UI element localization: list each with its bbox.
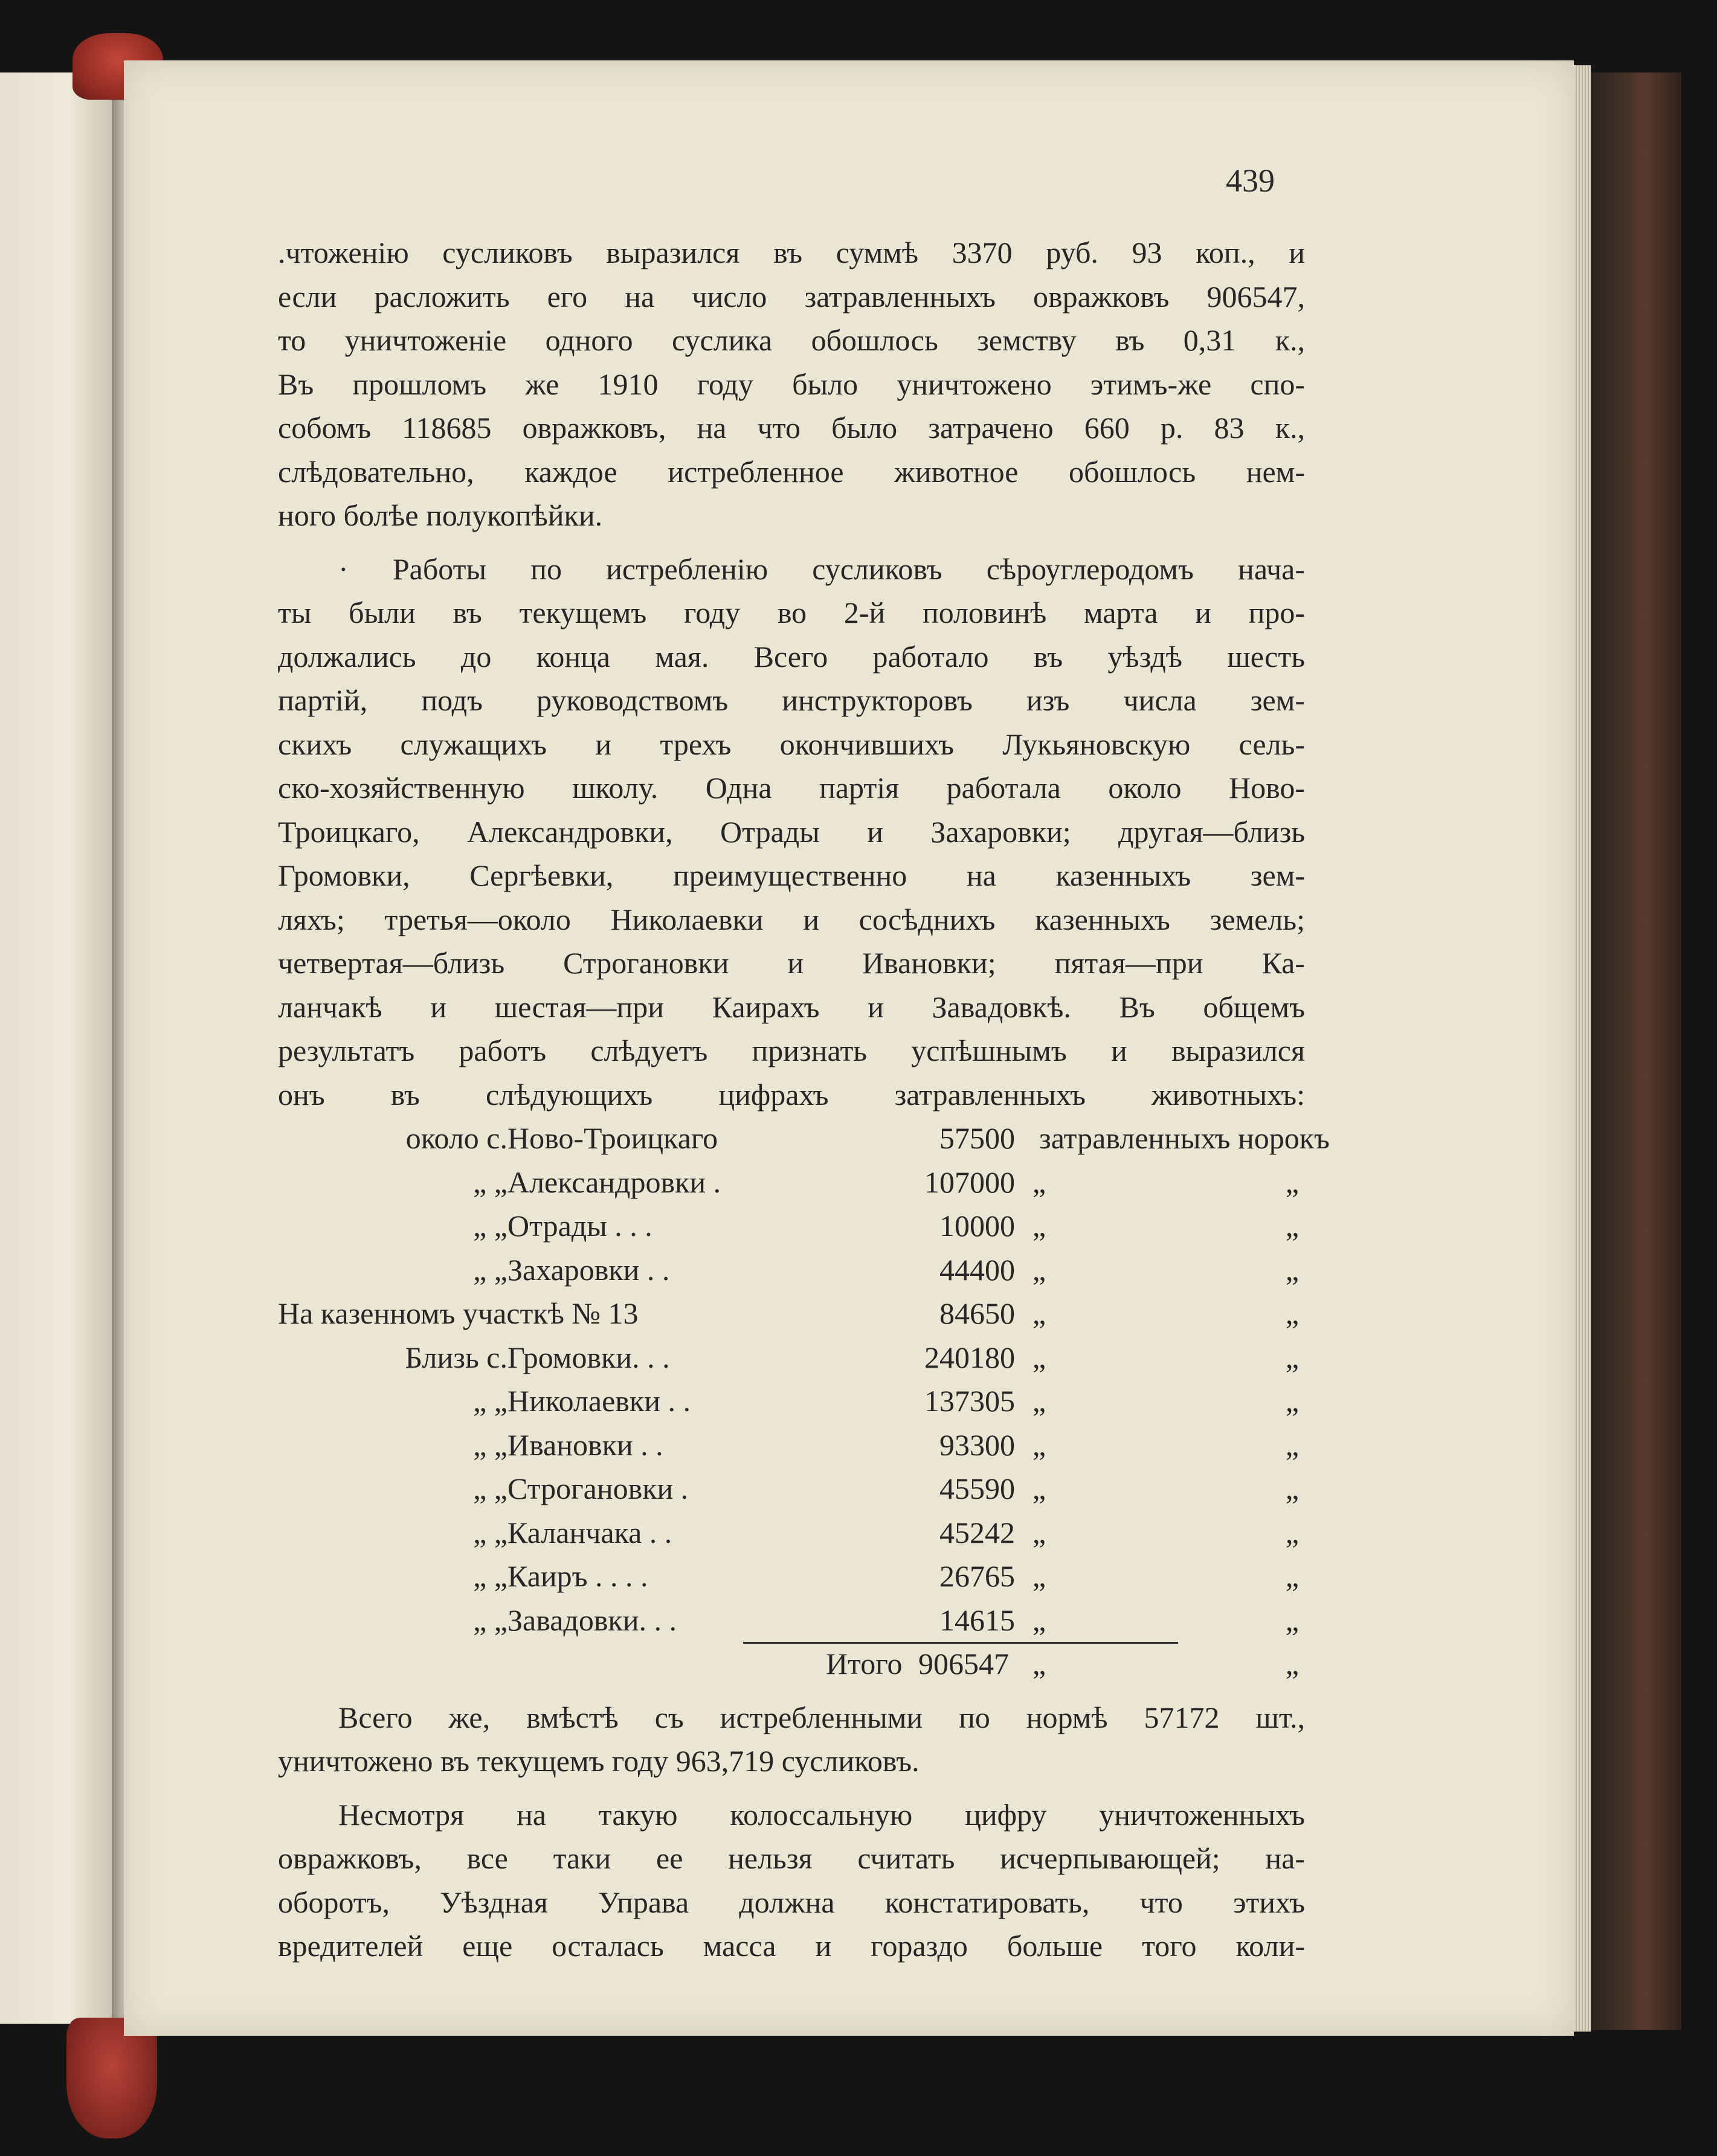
row-ditto-1: „ [1032,1340,1046,1374]
table-row [278,1336,1305,1380]
row-location: Каиръ . . . . [507,1559,648,1593]
row-ditto-1: „ [1032,1384,1046,1418]
text-line: то уничтоженіе одного суслика обошлось земству въ 0,31 к., [278,323,1305,357]
text-line: ты были въ текущемъ году во 2-й половинѣ марта и про- [278,596,1305,629]
row-ditto-2: „ [1285,1165,1299,1199]
row-ditto-1: „ [1032,1252,1046,1287]
table-row [278,1379,1305,1423]
row-ditto-2: „ [1285,1209,1299,1243]
table-row [278,1292,1305,1336]
row-ditto-2: „ [1285,1340,1299,1374]
row-ditto-1: „ [1032,1427,1046,1462]
table-row [278,1554,1305,1598]
text-line: · Работы по истребленію сусликовъ сѣроуглеродомъ нача- [338,552,1305,586]
row-prefix: „ „ [473,1603,507,1637]
row-ditto-2: „ [1285,1515,1299,1549]
text-line: партій, подъ руководствомъ инструкторовъ изъ числа зем- [278,683,1305,717]
row-prefix: „ „ [473,1165,507,1199]
text-line: уничтожено въ текущемъ году 963,719 сусликовъ. [278,1744,920,1778]
total-label: Итого [825,1647,903,1681]
table-row [278,1423,1305,1467]
row-value: 45590 [939,1472,1015,1505]
paragraph-1 [278,231,1305,538]
row-location: Отрады . . . [507,1209,652,1243]
row-location: Строгановки . [507,1472,689,1505]
row-value: 57500 [939,1121,1015,1155]
text-line: слѣдовательно, каждое истребленное животное обошлось нем- [278,454,1305,489]
table-row [278,1467,1305,1511]
row-prefix: около с. [405,1121,507,1155]
row-value: 14615 [939,1603,1015,1637]
page-text [278,231,1330,1968]
row-ditto-2: „ [1285,1427,1299,1462]
row-ditto-1: „ [1032,1209,1046,1243]
text-line: оборотъ, Уѣздная Управа должна констатировать, что этихъ [278,1885,1305,1919]
total-label-and-value [665,1642,1009,1686]
text-line: Несмотря на такую колоссальную цифру уничтоженныхъ [338,1797,1305,1832]
row-ditto-1: „ [1032,1603,1046,1637]
row-location: Громовки. . . [507,1340,670,1374]
page-number: 439 [1226,163,1275,199]
table-row [278,1160,1305,1205]
left-page-edge [0,72,124,2024]
row-location: Николаевки . . [507,1384,691,1418]
text-line: Троицкаго, Александровки, Отрады и Захаровки; другая—близь [278,814,1305,849]
total-ditto-1: „ [1032,1647,1046,1681]
total-ditto-2: „ [1285,1647,1299,1681]
text-line: ного болѣе полукопѣйки. [278,498,603,532]
text-line: результатъ работъ слѣдуетъ признать успѣшнымъ и выразился [278,1034,1305,1067]
text-line: овражковъ, все таки ее нельзя считать исчерпывающей; на- [278,1841,1305,1875]
paragraph-2 [278,547,1305,1117]
row-prefix: „ „ [473,1209,507,1243]
row-value: 84650 [939,1296,1015,1330]
row-prefix: „ „ [473,1252,507,1287]
row-prefix: „ „ [473,1472,507,1505]
row-ditto-1: „ [1032,1559,1046,1593]
paragraph-4 [278,1793,1305,1968]
text-line: онъ въ слѣдующихъ цифрахъ затравленныхъ животныхъ: [278,1077,1305,1112]
table-row [278,1248,1305,1292]
text-line: четвертая—близь Строгановки и Ивановки; пятая—при Ка- [278,946,1305,980]
row-unit: затравленныхъ норокъ [1039,1121,1330,1155]
row-location: Ивановки . . [507,1427,663,1462]
paragraph-3 [278,1696,1305,1783]
row-ditto-2: „ [1285,1296,1299,1330]
row-ditto-2: „ [1285,1603,1299,1637]
row-value: 45242 [939,1515,1015,1549]
text-line: Громовки, Сергѣевки, преимущественно на казенныхъ зем- [278,858,1305,892]
text-line: ляхъ; третья—около Николаевки и сосѣднихъ казенныхъ земель; [278,902,1305,936]
text-line: ско-хозяйственную школу. Одна партія работала около Ново- [278,771,1305,805]
row-value: 44400 [939,1252,1015,1287]
table-row [278,1204,1305,1248]
row-location: Захаровки . . [507,1252,670,1287]
text-line: скихъ служащихъ и трехъ окончившихъ Лукьяновскую сель- [278,727,1305,761]
row-ditto-2: „ [1285,1384,1299,1418]
table-row [278,1598,1305,1643]
row-value: 240180 [924,1340,1015,1374]
row-value: 10000 [939,1209,1015,1243]
row-prefix: „ „ [473,1427,507,1462]
table-row [278,1511,1305,1555]
row-ditto-1: „ [1032,1472,1046,1505]
text-line: вредителей еще осталась масса и гораздо больше того коли- [278,1929,1305,1963]
text-line: должались до конца мая. Всего работало въ уѣздѣ шесть [278,639,1305,674]
row-ditto-1: „ [1032,1296,1046,1330]
row-ditto-1: „ [1032,1165,1046,1199]
row-value: 137305 [924,1384,1015,1418]
row-location: Каланчака . . [507,1515,672,1549]
row-ditto-2: „ [1285,1472,1299,1505]
text-line: Всего же, вмѣстѣ съ истребленными по нормѣ 57172 шт., [338,1700,1305,1734]
row-prefix: На казенномъ участкѣ № 13 [278,1296,639,1330]
text-line: Въ прошломъ же 1910 году было уничтожено этимъ-же спо- [278,367,1305,401]
text-line: если расложить его на число затравленныхъ овражковъ 906547, [278,279,1305,314]
bookmark-ribbon-bottom [66,2018,157,2138]
row-ditto-1: „ [1032,1515,1046,1549]
row-value: 93300 [939,1427,1015,1462]
row-ditto-2: „ [1285,1252,1299,1287]
page-stack-edge [1574,65,1591,2032]
text-line: .чтоженію сусликовъ выразился въ суммѣ 3370 руб. 93 коп., и [278,236,1305,269]
row-value: 26765 [939,1559,1015,1593]
row-prefix: Близь с. [405,1340,507,1374]
book-cover-edge [1591,72,1681,2030]
row-prefix: „ „ [473,1384,507,1418]
total-value: 906547 [918,1647,1009,1681]
row-prefix: „ „ [473,1515,507,1549]
row-location: Ново-Троицкаго [507,1121,718,1155]
row-location: Завадовки. . . [507,1603,677,1637]
text-line: ланчакѣ и шестая—при Каирахъ и Завадовкѣ. Въ общемъ [278,990,1305,1024]
row-prefix: „ „ [473,1559,507,1593]
results-table [278,1116,1330,1686]
table-row [278,1116,1330,1160]
row-ditto-2: „ [1285,1559,1299,1593]
row-value: 107000 [924,1165,1015,1199]
row-location: Александровки . [507,1165,721,1199]
table-total-row [278,1642,1305,1686]
text-line: собомъ 118685 овражковъ, на что было затрачено 660 р. 83 к., [278,411,1305,445]
